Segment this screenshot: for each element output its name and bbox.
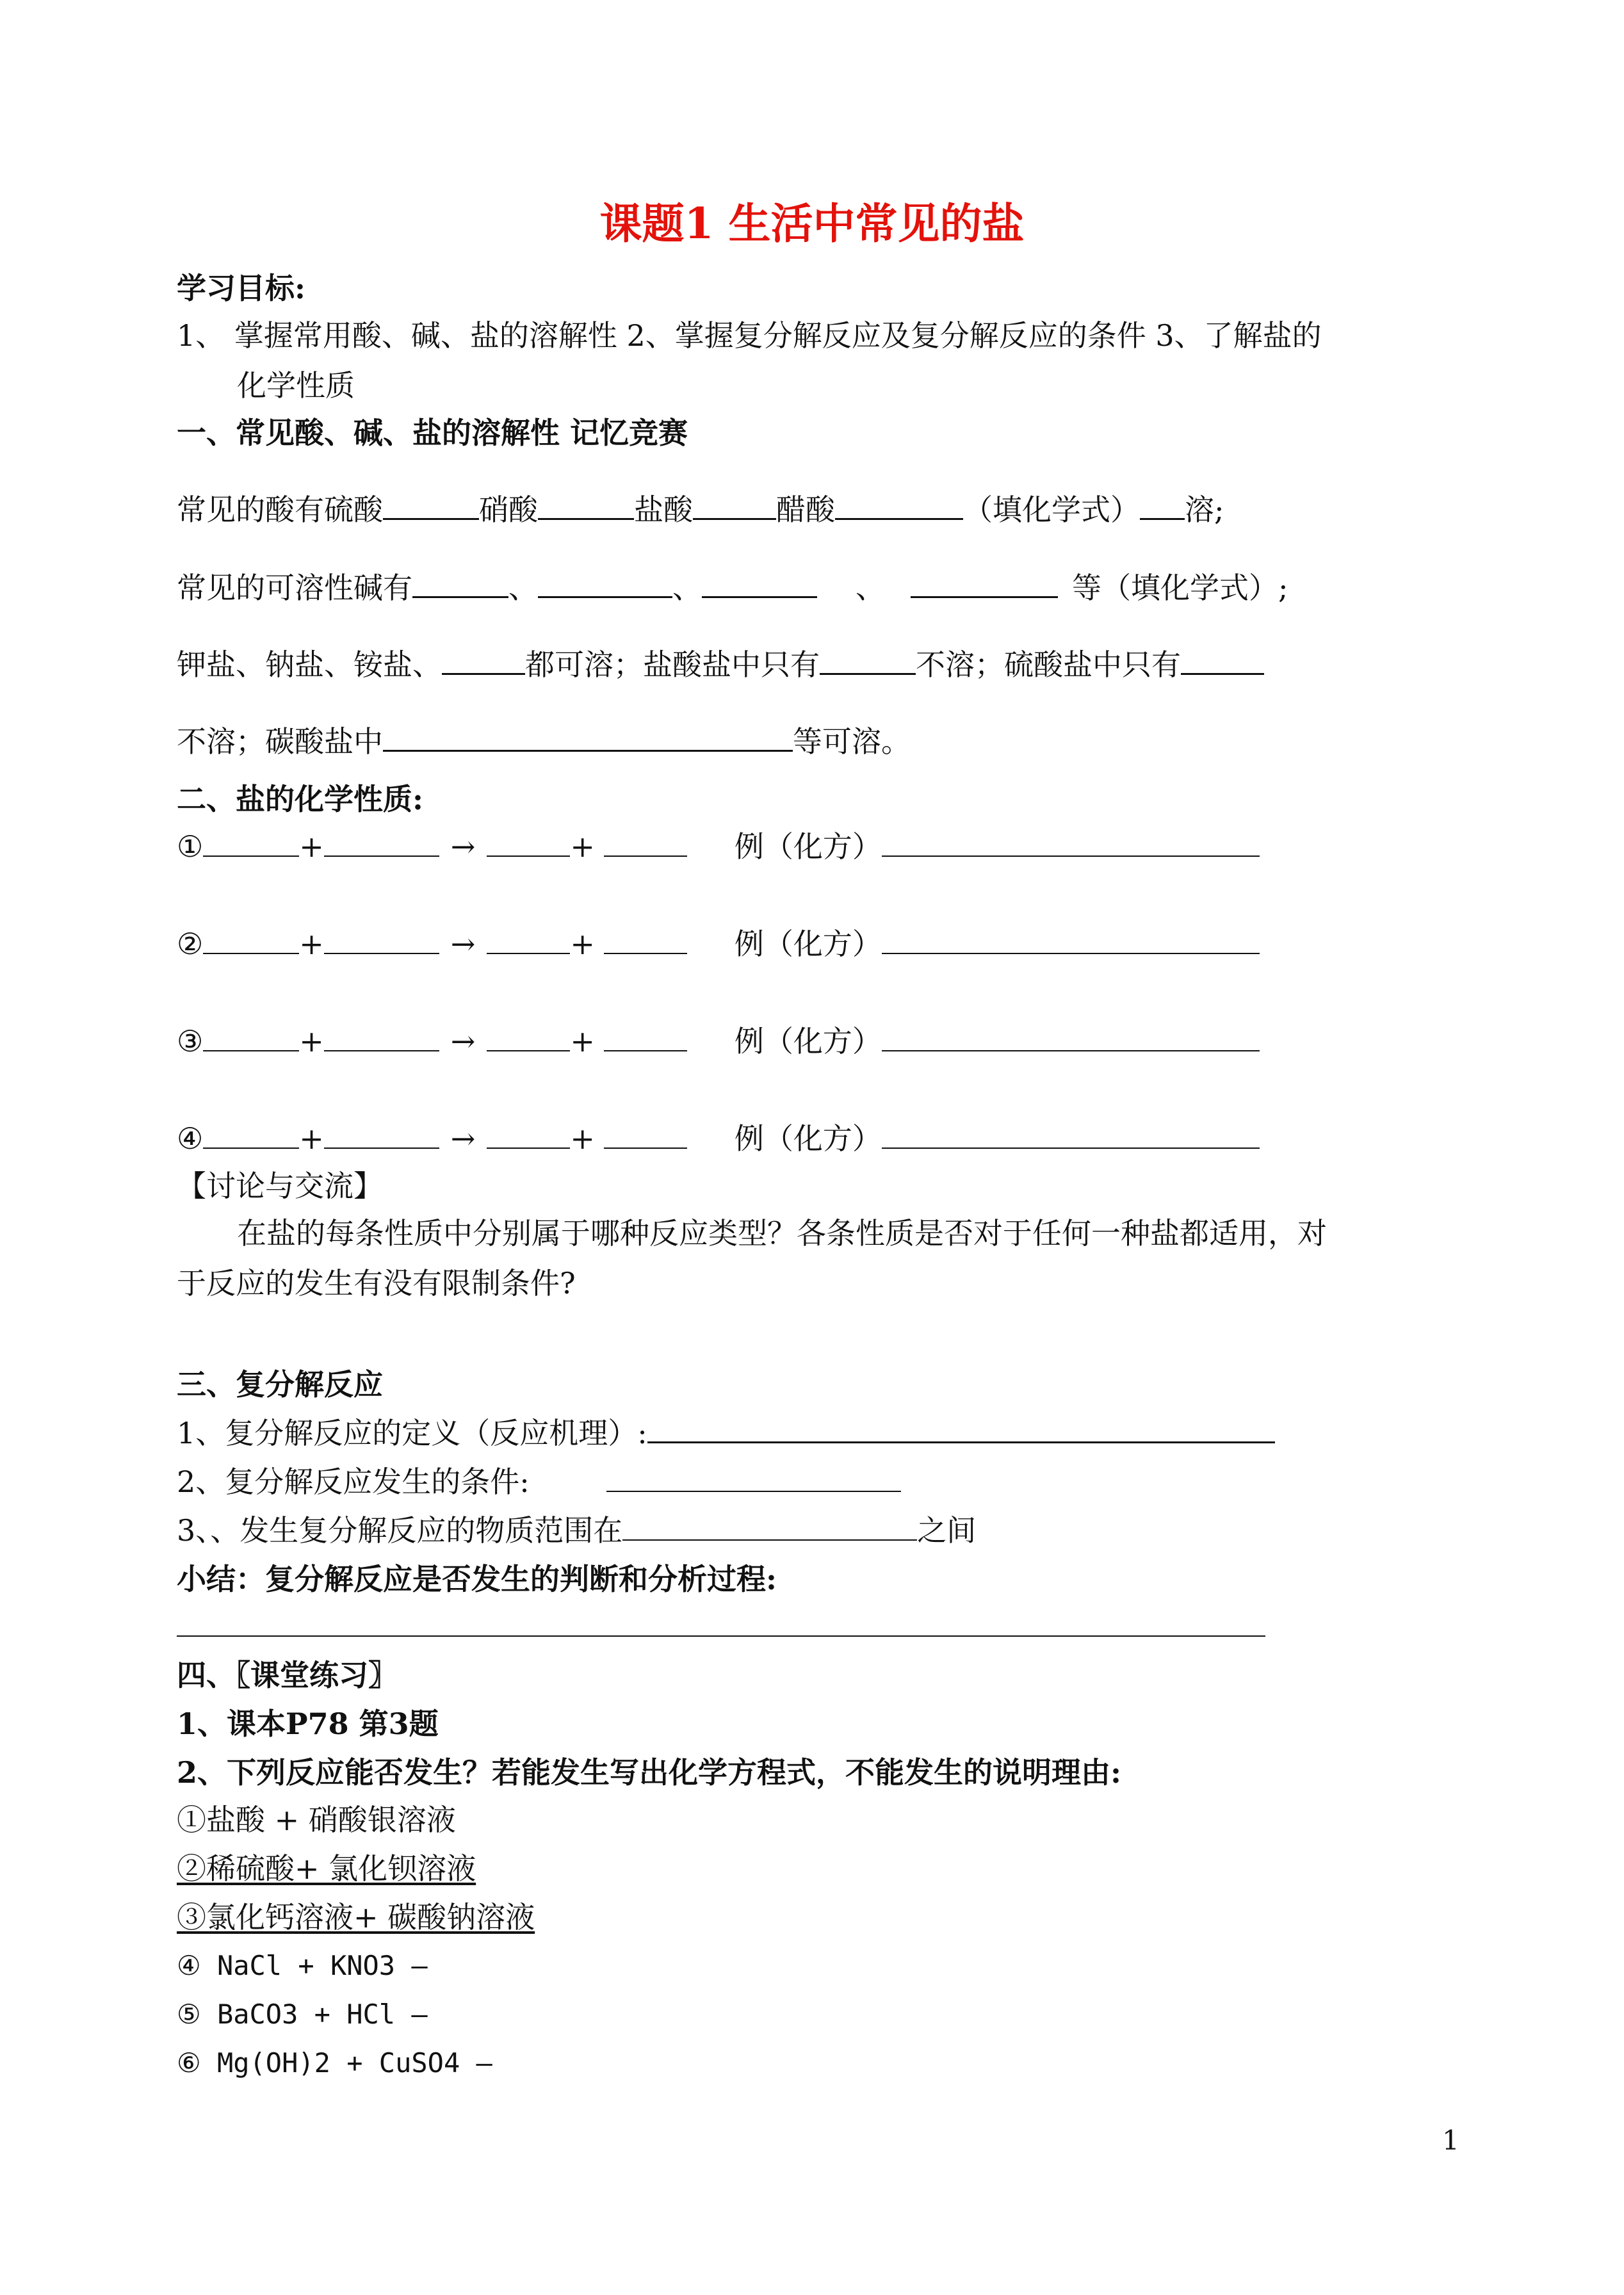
- fill-blank[interactable]: [487, 830, 570, 857]
- sec1-line-carbonates: [177, 722, 911, 761]
- arrow-icon: →: [450, 927, 476, 961]
- text: 等可溶。: [793, 724, 911, 759]
- text: 例（化方）: [734, 829, 882, 864]
- text: +: [570, 1024, 595, 1058]
- text: +: [570, 927, 595, 961]
- summary-answer-line: [177, 1607, 1265, 1646]
- fill-blank[interactable]: [1140, 492, 1185, 520]
- fill-blank[interactable]: [647, 1416, 1275, 1443]
- sec1-line-acids: [177, 491, 1224, 529]
- text: 常见的酸有硫酸: [177, 492, 383, 527]
- goals-label: 学习目标:: [177, 271, 305, 305]
- text: 3、、发生复分解反应的物质范围在: [177, 1513, 623, 1548]
- text: +: [299, 829, 324, 864]
- section-4-heading: 四、〖课堂练习〗: [177, 1658, 398, 1692]
- discuss-line-2: 于反应的发生有没有限制条件?: [177, 1266, 576, 1301]
- property-row-1: [177, 827, 1260, 866]
- fill-blank[interactable]: [203, 1122, 299, 1149]
- text: 、: [672, 571, 702, 605]
- fill-blank[interactable]: [324, 1122, 439, 1149]
- text: 例（化方）: [734, 1121, 882, 1156]
- page-title: 课题1 生活中常见的盐: [599, 199, 1025, 248]
- summary-heading: 小结：复分解反应是否发生的判断和分析过程:: [177, 1562, 777, 1596]
- text: 盐酸: [634, 492, 693, 527]
- fill-blank[interactable]: [487, 1122, 570, 1149]
- text: 例（化方）: [734, 1024, 882, 1058]
- reaction-3: ③氯化钙溶液+ 碳酸钠溶液: [177, 1900, 535, 1934]
- text: 2、复分解反应发生的条件:: [177, 1464, 530, 1499]
- text: ③: [177, 1024, 204, 1058]
- arrow-icon: →: [450, 1121, 476, 1156]
- exercise-1: 1、课本P78 第3题: [177, 1707, 439, 1741]
- fill-blank[interactable]: [702, 571, 817, 598]
- fill-blank[interactable]: [203, 830, 299, 857]
- fill-blank[interactable]: [324, 830, 439, 857]
- property-row-3: [177, 1022, 1260, 1060]
- fill-blank[interactable]: [324, 1025, 439, 1051]
- section-3-heading: 三、复分解反应: [177, 1367, 383, 1402]
- text: +: [570, 1121, 595, 1156]
- text: 不溶；硫酸盐中只有: [916, 647, 1181, 682]
- fill-blank[interactable]: [604, 927, 687, 954]
- goals-line-1: 1、 掌握常用酸、碱、盐的溶解性 2、掌握复分解反应及复分解反应的条件 3、了解盐的: [177, 318, 1322, 353]
- text: +: [299, 927, 324, 961]
- fill-blank[interactable]: [412, 571, 508, 598]
- fill-blank[interactable]: [383, 724, 793, 752]
- property-row-4: [177, 1119, 1260, 1158]
- fill-blank[interactable]: [882, 1025, 1260, 1051]
- sec3-item-1: [177, 1414, 1275, 1452]
- text: ④: [177, 1121, 204, 1156]
- sec1-line-bases: [177, 569, 1288, 607]
- text: 、: [856, 571, 885, 605]
- reaction-1: ①盐酸 + 硝酸银溶液: [177, 1803, 456, 1837]
- sec1-line-salts: [177, 645, 1264, 684]
- fill-blank[interactable]: [203, 927, 299, 954]
- fill-blank[interactable]: [882, 1122, 1260, 1149]
- page-number: 1: [1442, 2125, 1459, 2156]
- fill-blank[interactable]: [442, 647, 525, 675]
- fill-blank[interactable]: [882, 927, 1260, 954]
- section-1-heading: 一、常见酸、碱、盐的溶解性 记忆竞赛: [177, 416, 688, 450]
- text: 、: [508, 571, 538, 605]
- text: 都可溶；盐酸盐中只有: [525, 647, 820, 682]
- text: 1、复分解反应的定义（反应机理）:: [177, 1416, 647, 1450]
- reaction-2: ②稀硫酸+ 氯化钡溶液: [177, 1851, 476, 1886]
- fill-blank[interactable]: [487, 1025, 570, 1051]
- text: 不溶；碳酸盐中: [177, 724, 383, 759]
- fill-blank[interactable]: [604, 830, 687, 857]
- fill-blank[interactable]: [882, 830, 1260, 857]
- exercise-2: 2、下列反应能否发生？若能发生写出化学方程式，不能发生的说明理由:: [177, 1755, 1121, 1790]
- text: ①: [177, 829, 204, 864]
- text: 例（化方）: [734, 927, 882, 961]
- text: +: [299, 1024, 324, 1058]
- text: （填化学式）: [963, 492, 1140, 527]
- text: 醋酸: [776, 492, 835, 527]
- sec3-item-2: [177, 1463, 901, 1501]
- text: 溶;: [1185, 492, 1224, 527]
- text: ②: [177, 927, 204, 961]
- fill-blank[interactable]: [606, 1465, 901, 1492]
- fill-blank[interactable]: [383, 492, 479, 520]
- fill-blank[interactable]: [604, 1122, 687, 1149]
- reaction-4: ④ NaCl + KNO3 —: [177, 1950, 428, 1981]
- fill-blank[interactable]: [604, 1025, 687, 1051]
- fill-blank[interactable]: [487, 927, 570, 954]
- fill-blank[interactable]: [835, 492, 963, 520]
- arrow-icon: →: [450, 829, 476, 864]
- fill-blank[interactable]: [324, 927, 439, 954]
- fill-blank[interactable]: [538, 571, 672, 598]
- fill-blank[interactable]: [177, 1612, 1265, 1637]
- fill-blank[interactable]: [820, 647, 916, 675]
- text: 之间: [917, 1513, 977, 1548]
- reaction-6: ⑥ Mg(OH)2 + CuSO4 —: [177, 2047, 492, 2079]
- discuss-line-1: 在盐的每条性质中分别属于哪种反应类型？各条性质是否对于任何一种盐都适用，对: [237, 1216, 1327, 1251]
- text: 等（填化学式）;: [1072, 571, 1288, 605]
- sec3-item-3: [177, 1511, 976, 1550]
- fill-blank[interactable]: [911, 571, 1058, 598]
- text: +: [299, 1121, 324, 1156]
- fill-blank[interactable]: [1181, 647, 1264, 675]
- text: 常见的可溶性碱有: [177, 571, 412, 605]
- text: 硝酸: [479, 492, 538, 527]
- reaction-5: ⑤ BaCO3 + HCl —: [177, 1999, 428, 2030]
- arrow-icon: →: [450, 1024, 476, 1058]
- section-2-heading: 二、盐的化学性质:: [177, 782, 423, 816]
- fill-blank[interactable]: [538, 492, 634, 520]
- text: 钾盐、钠盐、铵盐、: [177, 647, 442, 682]
- fill-blank[interactable]: [203, 1025, 299, 1051]
- fill-blank[interactable]: [622, 1514, 917, 1541]
- goals-line-2: 化学性质: [237, 368, 355, 403]
- fill-blank[interactable]: [693, 492, 776, 520]
- property-row-2: [177, 925, 1260, 963]
- text: +: [570, 829, 595, 864]
- discuss-label: 【讨论与交流】: [177, 1169, 383, 1203]
